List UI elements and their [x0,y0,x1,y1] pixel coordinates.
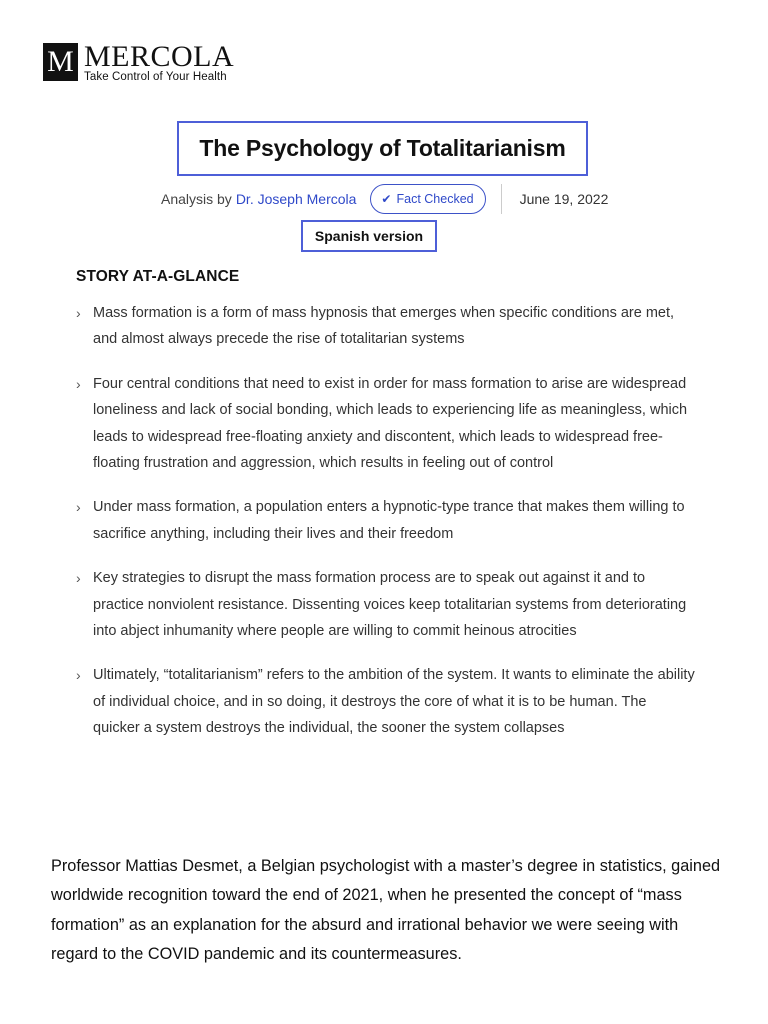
chevron-right-icon: › [76,375,81,392]
list-item-text: Key strategies to disrupt the mass formation process are to speak out against it and to practice nonviolent resistance. Dissenting voices keep totalitarian systems from deteriorating into abject inhumanity where people are willing to commit heinous atrocities [93,570,687,640]
logo-mark: M [43,43,78,81]
chevron-right-icon: › [76,305,81,321]
article-title-box [177,121,588,176]
list-item [76,565,696,644]
check-icon: ✔ [381,192,392,206]
article-title: The Psychology of Totalitarianism [199,135,566,161]
list-item [76,300,696,353]
chevron-right-icon: › [76,570,81,587]
mercola-logo[interactable] [43,40,235,83]
logo-text [84,40,235,83]
publish-date: June 19, 2022 [519,191,609,207]
byline-divider [501,184,502,214]
author-link[interactable]: Dr. Joseph Mercola [235,191,357,207]
fact-checked-label: Fact Checked [396,192,474,206]
list-item [76,662,696,741]
byline-prefix: Analysis by [161,191,232,207]
list-item-text: Mass formation is a form of mass hypnosis that emerges when specific conditions are met, and almost always precede the rise of totalitarian systems [93,305,675,348]
story-at-a-glance-list [76,300,696,760]
list-item-text: Under mass formation, a population enters a hypnotic-type trance that makes them willing to sacrifice anything, including their lives and their freedom [93,499,685,542]
chevron-right-icon: › [76,667,81,684]
list-item [76,494,696,547]
list-item-text: Ultimately, “totalitarianism” refers to the ambition of the system. It wants to eliminate the ability of individual choice, and in so doing, it destroys the core of what it is to be human. The quicker a system destroys the individual, the sooner the system collapses [93,667,695,737]
list-item-text: Four central conditions that need to exist in order for mass formation to arise are widespread loneliness and lack of social bonding, which leads to experiencing life as meaningless, which leads to widespread free-floating anxiety and discontent, which leads to widespread free-floating frustration and aggression, which results in feeling out of control [93,375,688,472]
body-paragraph: Professor Mattias Desmet, a Belgian psychologist with a master’s degree in statistics, gained worldwide recognition toward the end of 2021, when he presented the concept of “mass formation” as an explanation for the absurd and irrational behavior we were seeing with regard to the COVID pandemic and its countermeasures. [51,857,721,963]
spanish-version-button[interactable]: Spanish version [301,220,437,252]
chevron-right-icon: › [76,499,81,516]
logo-tagline: Take Control of Your Health [84,71,227,83]
fact-checked-button[interactable] [370,184,485,214]
byline [161,184,608,214]
logo-name: MERCOLA [84,40,235,73]
story-at-a-glance-heading: STORY AT-A-GLANCE [76,268,240,285]
list-item [76,371,696,477]
